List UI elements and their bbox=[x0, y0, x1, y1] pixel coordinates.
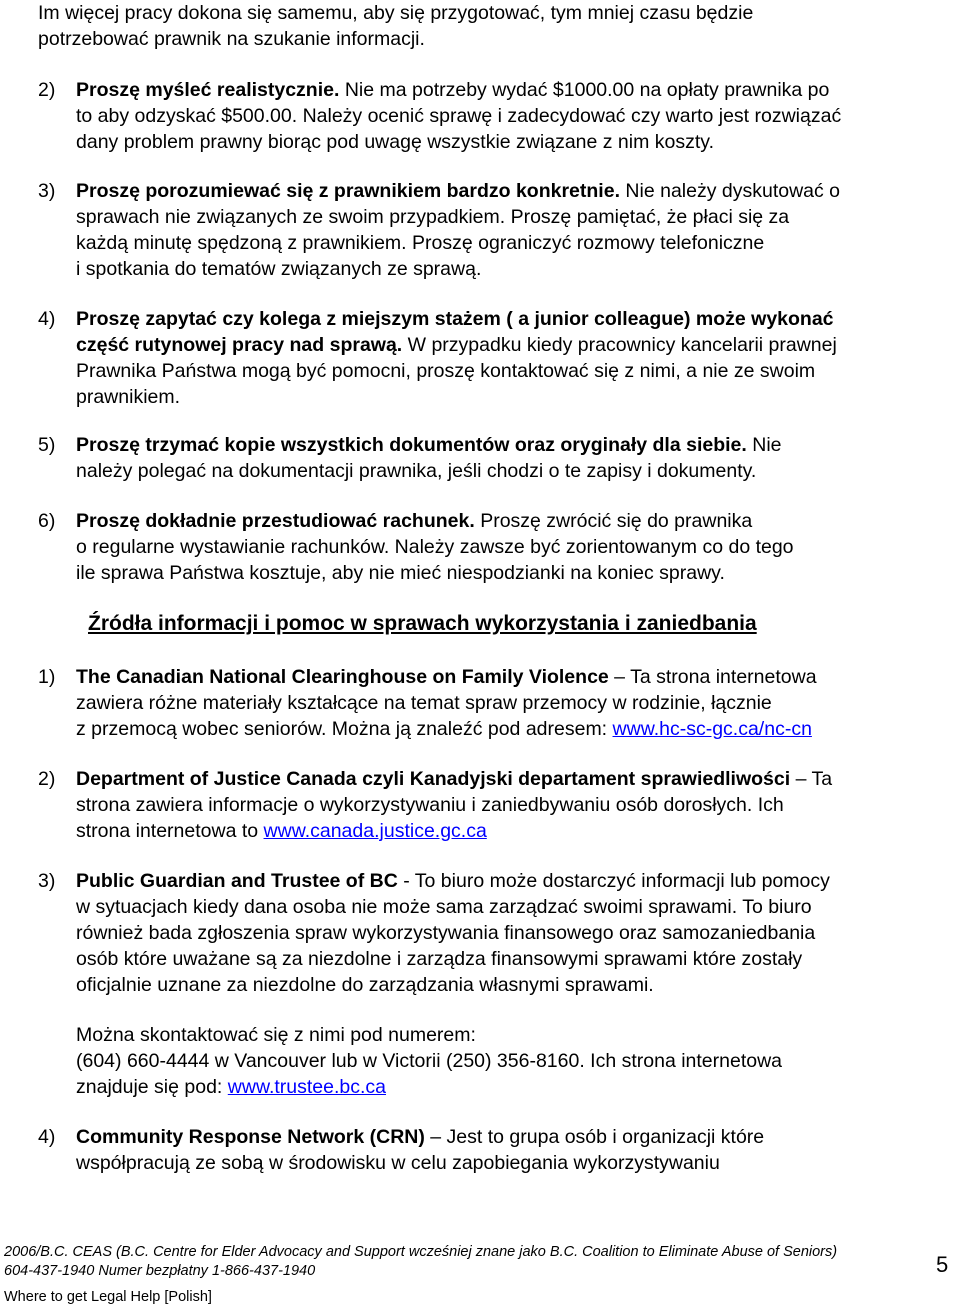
source-1-line-2: zawiera różne materiały kształcące na temat spraw przemocy w rodzinie, łącznie bbox=[76, 692, 772, 714]
page-number: 5 bbox=[936, 1252, 949, 1277]
source-2-bold: Department of Justice Canada czyli Kanadyjski departament sprawiedliwości bbox=[76, 768, 791, 790]
source-3-line-3: również bada zgłoszenia spraw wykorzystywania finansowego oraz samozaniedbania bbox=[76, 922, 816, 944]
source-3-line-2: w sytuacjach kiedy dana osoba nie może sama zarządzać swoimi sprawami. To biuro bbox=[76, 896, 812, 918]
source-3-bold: Public Guardian and Trustee of BC bbox=[76, 870, 398, 892]
tip-4-line-1 bbox=[38, 306, 834, 332]
source-1-bold: The Canadian National Clearinghouse on Family Violence bbox=[76, 666, 609, 688]
tip-2-line-2: to aby odzyskać $500.00. Należy ocenić sprawę i zadecydować czy warto jest rozwiązać bbox=[76, 105, 842, 127]
source-3-number: 3) bbox=[38, 870, 56, 892]
footer-line-3: Where to get Legal Help [Polish] bbox=[4, 1289, 212, 1305]
footer-line-2: 604-437-1940 Numer bezpłatny 1-866-437-1940 bbox=[4, 1263, 316, 1279]
tip-6-bold: Proszę dokładnie przestudiować rachunek. bbox=[76, 510, 475, 532]
tip-6-rest: Proszę zwrócić się do prawnika bbox=[474, 510, 753, 532]
tip-3-number: 3) bbox=[38, 180, 56, 202]
tip-4-line-4: prawnikiem. bbox=[76, 386, 181, 408]
tip-3-line-1 bbox=[38, 178, 840, 204]
source-3-rest: - To biuro może dostarczyć informacji lub pomocy bbox=[397, 870, 830, 892]
source-1-line-3 bbox=[76, 716, 812, 742]
tip-3-line-3: każdą minutę spędzoną z prawnikiem. Proszę ograniczyć rozmowy telefoniczne bbox=[76, 232, 765, 254]
source-3-line-8 bbox=[76, 1074, 386, 1100]
tip-5-line-2: należy polegać na dokumentacji prawnika, jeśli chodzi o te zapisy i dokumenty. bbox=[76, 460, 757, 482]
source-3-line-4: osób które uważane są za niezdolne i zarządza finansowymi sprawami które zostały bbox=[76, 948, 803, 970]
tip-4-bold-2: część rutynowej pracy nad sprawą. bbox=[76, 334, 403, 356]
tip-4-line-2 bbox=[76, 332, 837, 358]
intro-line-1: Im więcej pracy dokona się samemu, aby się przygotować, tym mniej czasu będzie bbox=[38, 2, 754, 24]
source-4-bold: Community Response Network (CRN) bbox=[76, 1126, 425, 1148]
tip-5-line-1 bbox=[38, 432, 782, 458]
source-4-rest: – Jest to grupa osób i organizacji które bbox=[424, 1126, 765, 1148]
tip-4-bold-1: Proszę zapytać czy kolega z miejszym stażem ( a junior colleague) może wykonać bbox=[76, 308, 834, 330]
tip-6-number: 6) bbox=[38, 510, 56, 532]
footer-line-1: 2006/B.C. CEAS (B.C. Centre for Elder Advocacy and Support wcześniej znane jako B.C. Coalition to Eliminate Abuse of Seniors) bbox=[4, 1244, 838, 1260]
tip-4-rest: W przypadku kiedy pracownicy kancelarii prawnej bbox=[402, 334, 837, 356]
source-2-line-1 bbox=[38, 766, 832, 792]
source-1-link[interactable]: www.hc-sc-gc.ca/nc-cn bbox=[612, 718, 812, 740]
source-4-line-2: współpracują ze sobą w środowisku w celu zapobiegania wykorzystywaniu bbox=[76, 1152, 720, 1174]
tip-5-bold: Proszę trzymać kopie wszystkich dokumentów oraz oryginały dla siebie. bbox=[76, 434, 747, 456]
source-2-line-2: strona zawiera informacje o wykorzystywaniu i zaniedbywaniu osób dorosłych. Ich bbox=[76, 794, 784, 816]
source-1-text: z przemocą wobec seniorów. Można ją znaleźć pod adresem: bbox=[76, 718, 613, 740]
source-3-line-1 bbox=[38, 868, 830, 894]
tip-6-line-2: o regularne wystawianie rachunków. Należy zawsze być zorientowanym co do tego bbox=[76, 536, 794, 558]
tip-2-rest: Nie ma potrzeby wydać $1000.00 na opłaty prawnika po bbox=[339, 79, 830, 101]
source-3-line-5: oficjalnie uznane za niezdolne do zarządzania własnymi sprawami. bbox=[76, 974, 654, 996]
tip-4-line-3: Prawnika Państwa mogą być pomocni, proszę kontaktować się z nimi, a nie ze swoim bbox=[76, 360, 816, 382]
tip-2-number: 2) bbox=[38, 79, 56, 101]
tip-3-line-2: sprawach nie związanych ze swoim przypadkiem. Proszę pamiętać, że płaci się za bbox=[76, 206, 790, 228]
source-1-line-1 bbox=[38, 664, 817, 690]
section-heading: Źródła informacji i pomoc w sprawach wykorzystania i zaniedbania bbox=[88, 612, 757, 635]
tip-2-bold: Proszę myśleć realistycznie. bbox=[76, 79, 340, 101]
source-1-number: 1) bbox=[38, 666, 56, 688]
source-3-line-7: (604) 660-4444 w Vancouver lub w Victorii (250) 356-8160. Ich strona internetowa bbox=[76, 1050, 783, 1072]
source-4-line-1 bbox=[38, 1124, 764, 1150]
source-2-rest: – Ta bbox=[790, 768, 833, 790]
tip-3-rest: Nie należy dyskutować o bbox=[620, 180, 841, 202]
source-3-text: znajduje się pod: bbox=[76, 1076, 228, 1098]
tip-2-line-1 bbox=[38, 77, 829, 103]
tip-3-line-4: i spotkania do tematów związanych ze sprawą. bbox=[76, 258, 482, 280]
source-3-link[interactable]: www.trustee.bc.ca bbox=[227, 1076, 387, 1098]
tip-6-line-1 bbox=[38, 508, 752, 534]
source-1-rest: – Ta strona internetowa bbox=[608, 666, 817, 688]
intro-line-2: potrzebować prawnik na szukanie informacji. bbox=[38, 28, 425, 50]
tip-3-bold: Proszę porozumiewać się z prawnikiem bardzo konkretnie. bbox=[76, 180, 620, 202]
source-4-number: 4) bbox=[38, 1126, 56, 1148]
source-3-line-6: Można skontaktować się z nimi pod numerem: bbox=[76, 1024, 476, 1046]
source-2-line-3 bbox=[76, 818, 487, 844]
source-2-text: strona internetowa to bbox=[76, 820, 264, 842]
tip-6-line-3: ile sprawa Państwa kosztuje, aby nie mieć niespodzianki na koniec sprawy. bbox=[76, 562, 725, 584]
tip-4-number: 4) bbox=[38, 308, 56, 330]
tip-5-number: 5) bbox=[38, 434, 56, 456]
tip-2-line-3: dany problem prawny biorąc pod uwagę wszystkie związane z nim koszty. bbox=[76, 131, 715, 153]
tip-5-rest: Nie bbox=[746, 434, 782, 456]
source-2-number: 2) bbox=[38, 768, 56, 790]
source-2-link[interactable]: www.canada.justice.gc.ca bbox=[263, 820, 487, 842]
